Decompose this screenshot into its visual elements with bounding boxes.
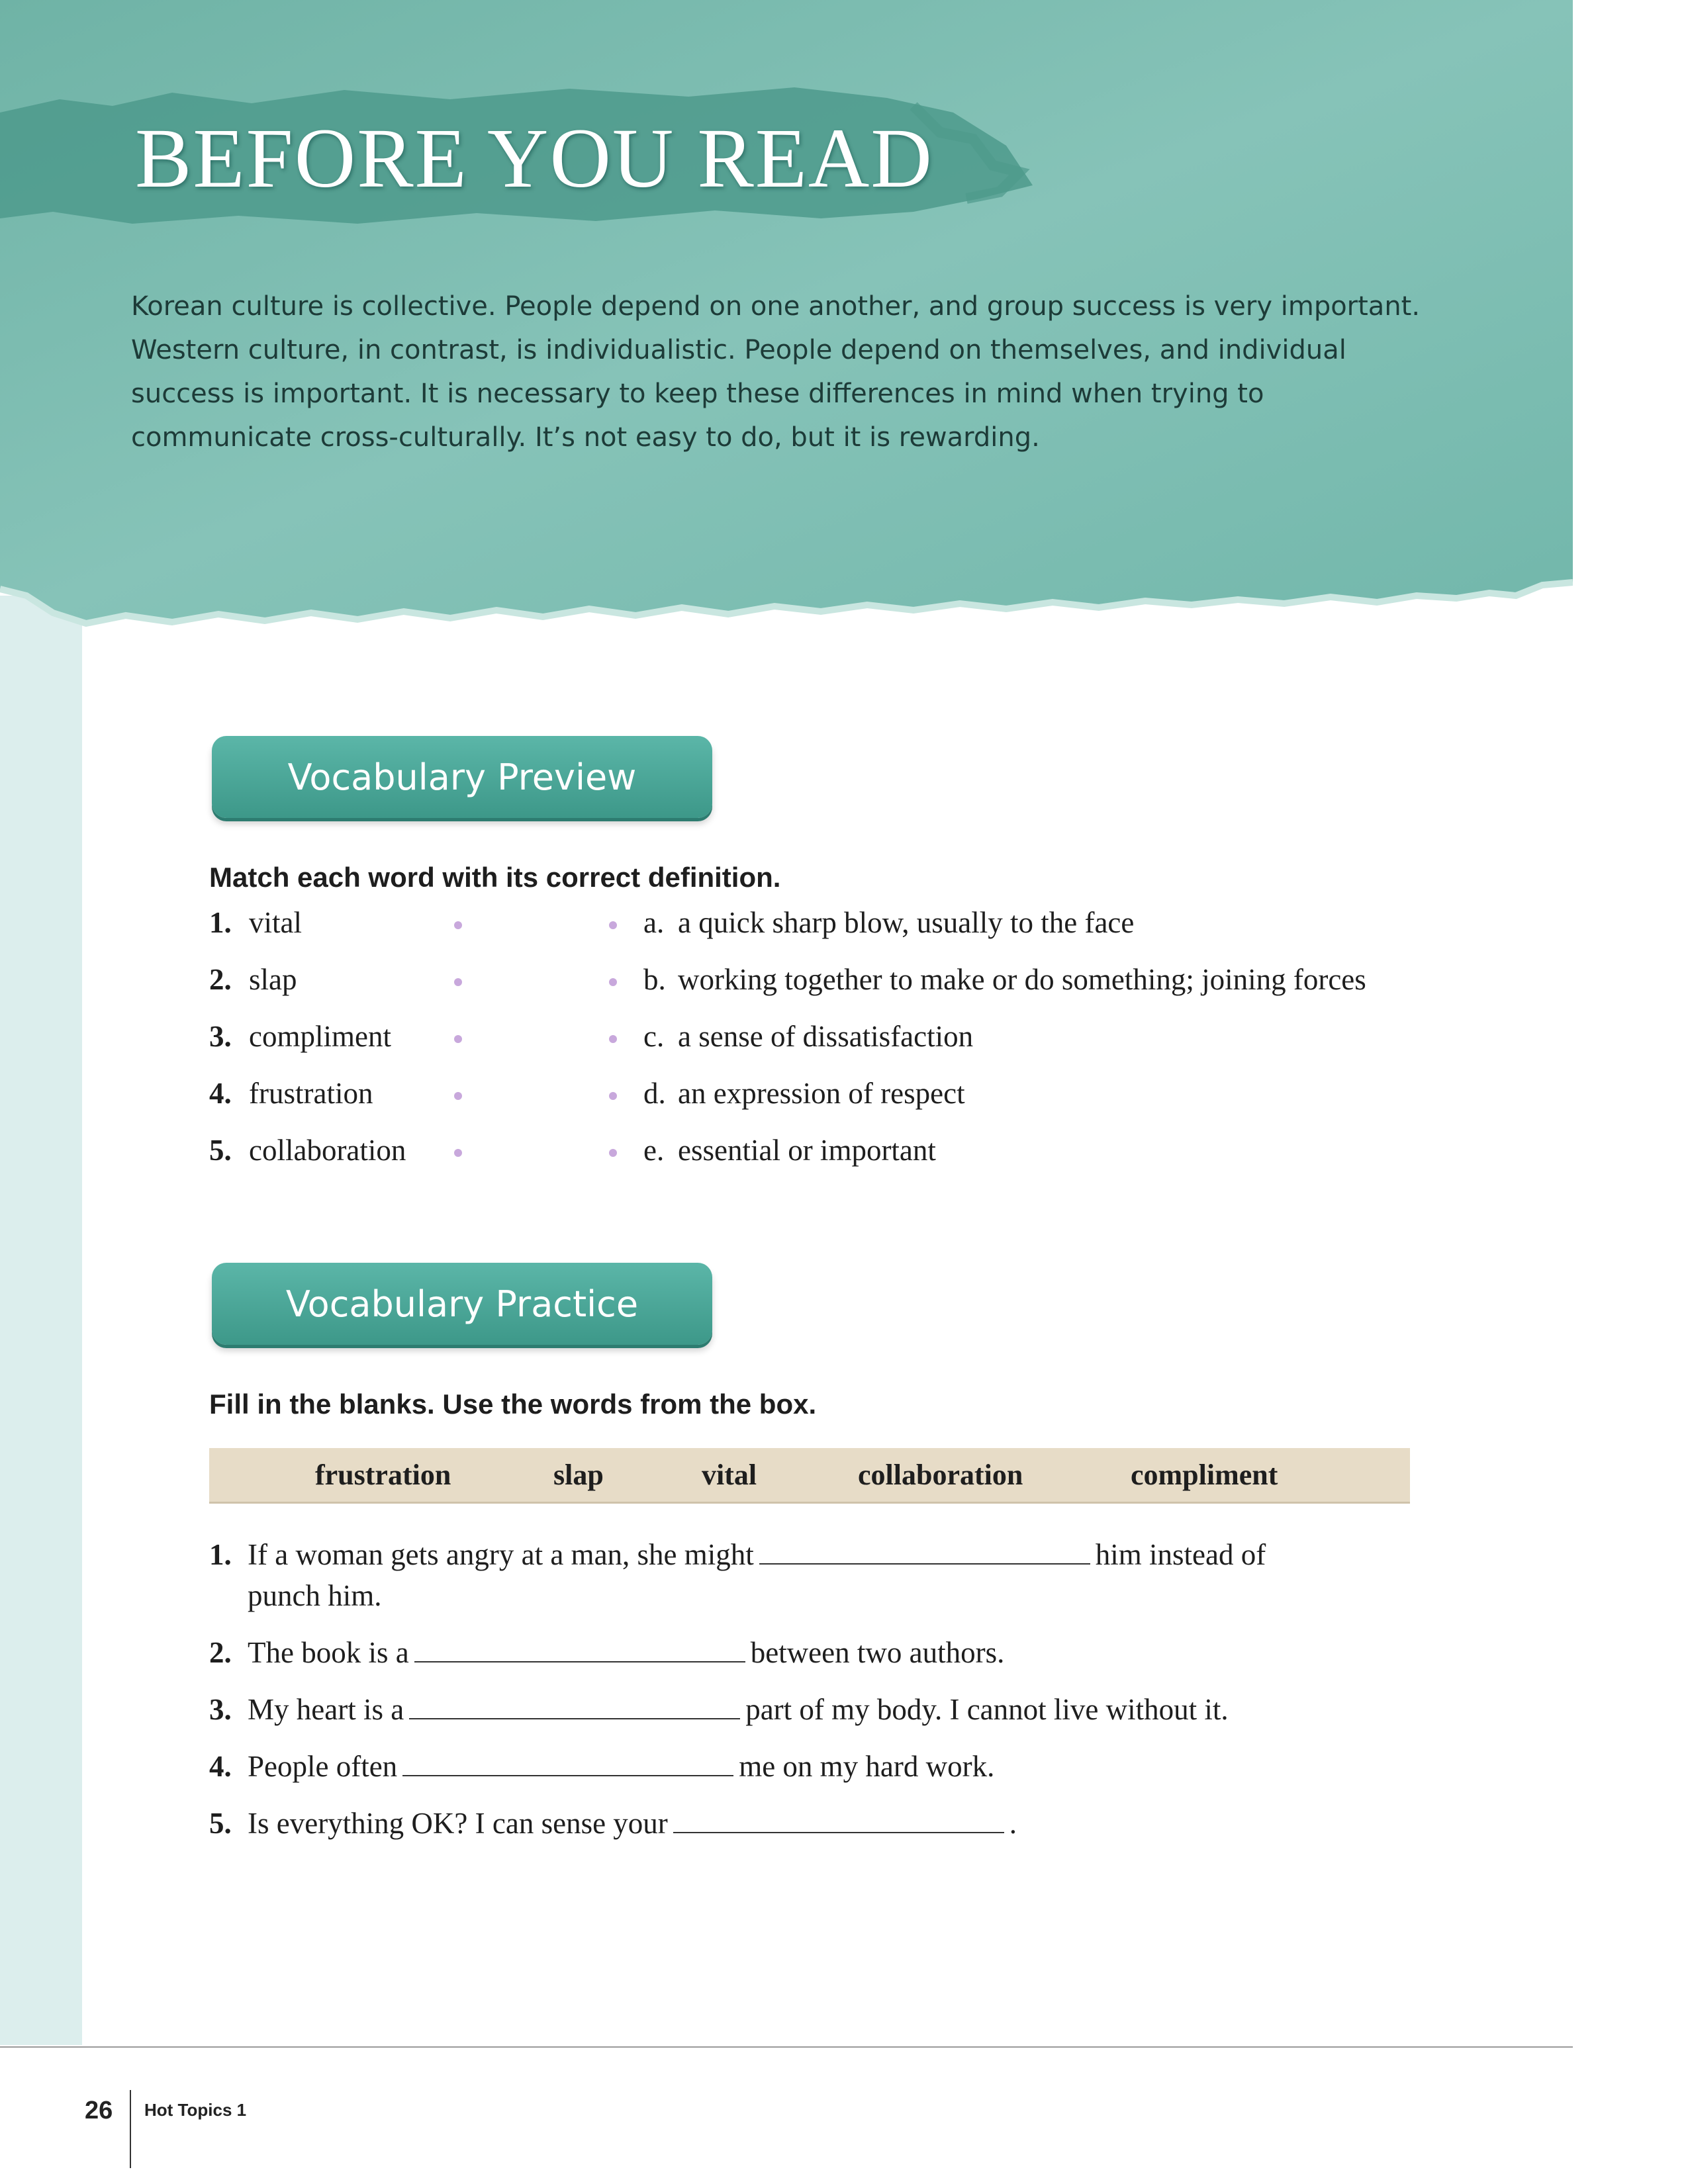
definition-letter: b. <box>643 963 666 996</box>
match-dot-right[interactable] <box>609 1035 617 1043</box>
preview-instruction: Match each word with its correct definition. <box>209 862 781 893</box>
sentence-before: People often <box>248 1750 398 1783</box>
sentence-before: Is everything OK? I can sense your <box>248 1807 668 1840</box>
match-dot-left[interactable] <box>454 1092 462 1100</box>
fill-sentence <box>209 1534 1467 1616</box>
word-number: 1. <box>209 906 232 939</box>
match-dot-right[interactable] <box>609 978 617 986</box>
definition-text: a sense of dissatisfaction <box>678 1020 974 1053</box>
vocab-word: vital <box>249 906 302 939</box>
answer-blank[interactable] <box>673 1805 1004 1833</box>
match-dot-left[interactable] <box>454 978 462 986</box>
section-title: BEFORE YOU READ <box>135 111 933 205</box>
box-word: compliment <box>1131 1459 1278 1491</box>
sentence-number: 4. <box>209 1750 232 1783</box>
match-row <box>209 1019 1467 1076</box>
match-row <box>209 1133 1467 1190</box>
word-number: 4. <box>209 1077 232 1110</box>
sentence-after: . <box>1009 1807 1017 1840</box>
answer-blank[interactable] <box>414 1635 745 1662</box>
sentence-before: If a woman gets angry at a man, she might <box>248 1538 754 1571</box>
definition-text: working together to make or do something; joining forces <box>678 963 1366 996</box>
match-dot-right[interactable] <box>609 921 617 929</box>
vocabulary-practice-heading: Vocabulary Practice <box>212 1263 712 1345</box>
answer-blank[interactable] <box>409 1692 740 1719</box>
sentence-after: him instead of <box>1095 1538 1266 1571</box>
vocab-word: slap <box>249 963 297 996</box>
match-row <box>209 1076 1467 1133</box>
word-number: 3. <box>209 1020 232 1053</box>
sentence-after: between two authors. <box>750 1636 1005 1669</box>
left-margin-strip <box>0 596 82 2045</box>
box-word: frustration <box>315 1459 451 1491</box>
page-number: 26 <box>85 2097 113 2124</box>
sentence-after: part of my body. I cannot live without it. <box>745 1693 1229 1726</box>
sentence-number: 1. <box>209 1538 232 1571</box>
box-word: collaboration <box>858 1459 1023 1491</box>
sentence-number: 3. <box>209 1693 232 1726</box>
fill-sentence <box>209 1803 1467 1844</box>
practice-instruction: Fill in the blanks. Use the words from the box. <box>209 1388 817 1420</box>
definition-letter: e. <box>643 1134 665 1167</box>
match-row <box>209 905 1467 962</box>
fill-sentence <box>209 1746 1467 1787</box>
sentence-continuation: punch him. <box>248 1579 382 1612</box>
vocabulary-preview-heading: Vocabulary Preview <box>212 736 712 818</box>
box-word: slap <box>553 1459 604 1491</box>
match-dot-left[interactable] <box>454 1149 462 1157</box>
match-dot-right[interactable] <box>609 1092 617 1100</box>
fill-sentence <box>209 1632 1467 1673</box>
match-row <box>209 962 1467 1019</box>
box-word: vital <box>702 1459 757 1491</box>
match-dot-right[interactable] <box>609 1149 617 1157</box>
word-box <box>209 1448 1410 1504</box>
footer-divider <box>130 2090 131 2168</box>
word-number: 5. <box>209 1134 232 1167</box>
match-dot-left[interactable] <box>454 1035 462 1043</box>
definition-text: a quick sharp blow, usually to the face <box>678 906 1135 939</box>
vocab-word: frustration <box>249 1077 373 1110</box>
definition-text: essential or important <box>678 1134 936 1167</box>
definition-letter: c. <box>643 1020 665 1053</box>
sentence-before: My heart is a <box>248 1693 404 1726</box>
definition-letter: a. <box>643 906 665 939</box>
sentence-before: The book is a <box>248 1636 409 1669</box>
fill-in-list <box>209 1534 1467 1860</box>
sentence-number: 5. <box>209 1807 232 1840</box>
match-dot-left[interactable] <box>454 921 462 929</box>
vocab-word: collaboration <box>249 1134 406 1167</box>
right-margin <box>1573 0 1688 2184</box>
answer-blank[interactable] <box>402 1749 733 1776</box>
definition-text: an expression of respect <box>678 1077 965 1110</box>
word-number: 2. <box>209 963 232 996</box>
matching-list <box>209 905 1467 1190</box>
sentence-after: me on my hard work. <box>739 1750 995 1783</box>
intro-paragraph: Korean culture is collective. People depend on one another, and group success is very important. Western culture, in contrast, is individualistic. People depend on themselves, and individual success is important. It is necessary to keep these differences in mind when trying to communicate cross-culturally. It’s not easy to do, but it is rewarding. <box>131 291 1421 453</box>
answer-blank[interactable] <box>759 1537 1090 1565</box>
sentence-number: 2. <box>209 1636 232 1669</box>
fill-sentence <box>209 1689 1467 1730</box>
book-title: Hot Topics 1 <box>144 2100 247 2120</box>
definition-letter: d. <box>643 1077 666 1110</box>
vocab-word: compliment <box>249 1020 391 1053</box>
footer-rule <box>0 2046 1573 2048</box>
